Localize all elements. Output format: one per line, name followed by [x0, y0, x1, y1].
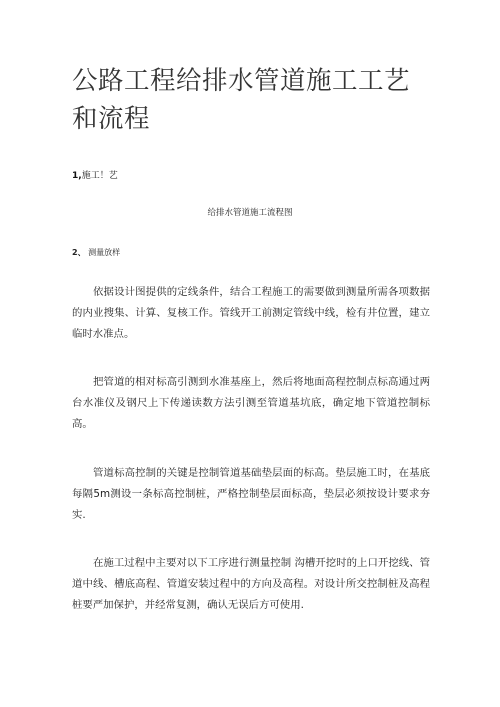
- document-title: 公路工程给排水管道施工工艺和流程: [72, 66, 411, 134]
- paragraph: 把管道的相对标高引测到水准基座上，然后将地面高程控制点标高通过两台水准仪及钢尺上下传递读数方法引测至管道基坑底，确定地下管道控制标高。: [72, 376, 430, 430]
- section-1-number: 1: [72, 171, 79, 181]
- section-2-text: 测量放样: [88, 248, 121, 257]
- section-2-number: 2: [72, 248, 78, 257]
- paragraph: 管道标高控制的关键是控制管道基础垫层面的标高。垫层施工时，在基底每隔5m测设一条标高控制桩，严格控制垫层面标高，垫层必须按设计要求夯实.: [72, 467, 430, 521]
- paragraph: 在施工过程中主要对以下工序进行测量控制 沟槽开挖时的上口开挖线、管道中线、槽底高程、管道安装过程中的方向及高程。对设计所交控制桩及高程桩要严加保护，并经常复测，确认无误后方可使用.: [72, 557, 430, 611]
- section-2-heading: 2、 测量放样: [72, 248, 121, 257]
- paragraph: 依据设计图提供的定线条件，结合工程施工的需要做到测量所需各项数据的内业搜集、计算、复核工作。管线开工前测定管线中线，检有井位置，建立临时水准点。: [72, 286, 430, 340]
- section-1-heading: 1,施工！艺: [72, 171, 118, 181]
- section-1-text: 施工！艺: [81, 171, 118, 181]
- flow-chart-caption: 给排水管道施工流程图: [207, 208, 293, 218]
